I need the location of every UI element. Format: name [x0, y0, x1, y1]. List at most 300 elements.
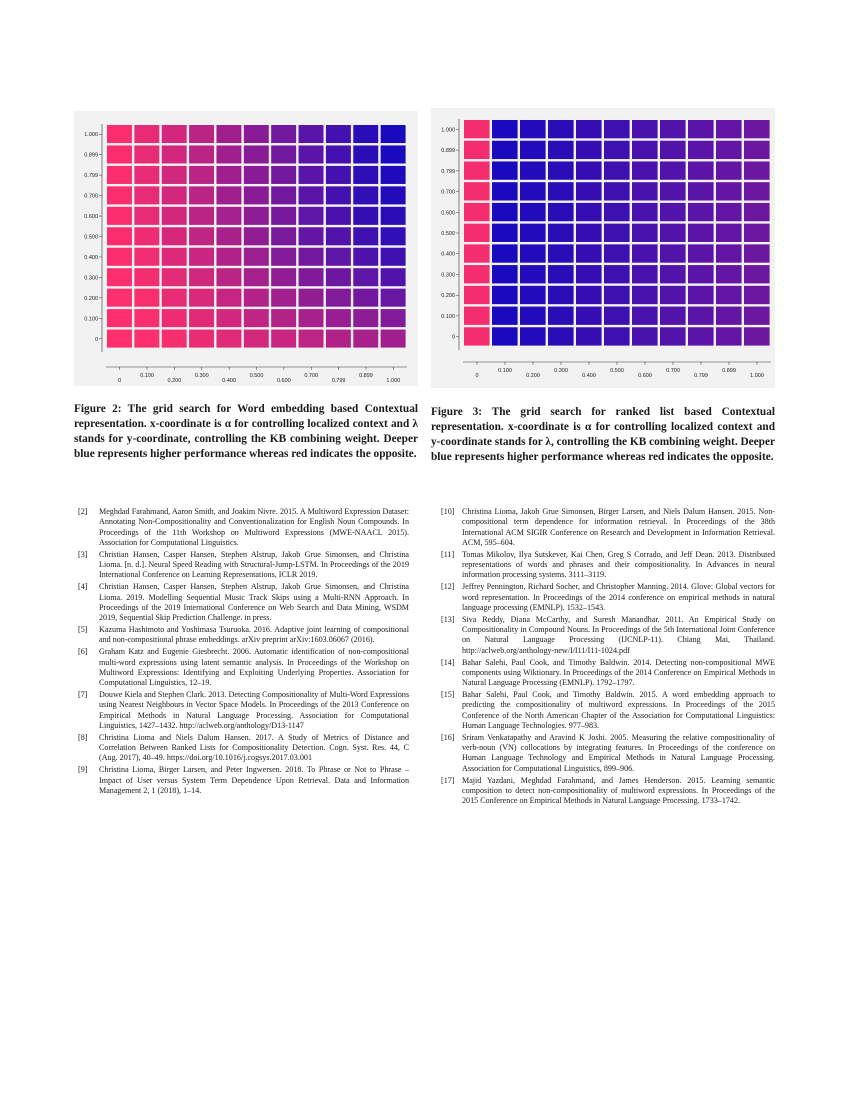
fig2-cell — [107, 289, 132, 307]
fig2-x-tick-label: 0.400 — [222, 378, 237, 384]
fig3-cell — [688, 120, 714, 138]
reference-text: Christina Lioma, Birger Larsen, and Peter Ingwersen. 2018. To Phrase or Not to Phrase – Impact of User versus System Term Dependence Upon Retrieval. Data and Information Management 2, 1 (2018), 1–14. — [99, 765, 409, 795]
fig3-cell — [716, 244, 742, 262]
fig2-cell — [353, 309, 378, 327]
fig3-cell — [744, 203, 770, 221]
fig3-cell — [520, 120, 546, 138]
fig2-cell — [353, 166, 378, 184]
fig2-y-tick-label: 0.100 — [84, 316, 98, 323]
reference-text: Kazuma Hashimoto and Yoshimasa Tsuruoka. 2016. Adaptive joint learning of compositional and non-compositional phrase embeddings. arXiv preprint arXiv:1603.06067 (2016). — [99, 625, 409, 645]
fig3-y-tick-label: 0.400 — [441, 251, 455, 258]
fig3-cell — [716, 141, 742, 159]
reference-text: Siva Reddy, Diana McCarthy, and Suresh Manandhar. 2011. An Empirical Study on Compositionality in Compound Nouns. In Proceedings of the 5th International Joint Conference on Natural Language Processing (IJCNLP-11). Chiang Mai, Thailand. http://aclweb.org/anthology-new/I/I11/I11-1024.pdf — [462, 614, 775, 655]
fig3-cell — [520, 203, 546, 221]
fig2-cell — [271, 309, 296, 327]
fig3-cell — [688, 224, 714, 242]
reference-number: [12] — [441, 582, 455, 592]
fig3-cell — [464, 286, 490, 304]
reference-number: [8] — [78, 732, 88, 742]
fig2-cell — [162, 125, 187, 143]
fig3-cell — [604, 203, 630, 221]
fig3-cell — [464, 224, 490, 242]
fig2-x-tick-label: 0.600 — [276, 378, 291, 384]
fig3-cell — [688, 265, 714, 283]
fig3-cell — [576, 161, 602, 179]
reference-number: [17] — [441, 775, 455, 785]
fig2-cell — [162, 330, 187, 348]
fig2-cell — [326, 289, 351, 307]
fig2-cell — [162, 289, 187, 307]
fig3-cell — [464, 307, 490, 325]
fig2-cell — [244, 248, 269, 266]
fig3-cell — [520, 161, 546, 179]
fig2-cell — [189, 309, 214, 327]
fig3-cell — [604, 307, 630, 325]
fig3-x-tick-label: 0.600 — [638, 373, 652, 379]
fig3-cell — [492, 265, 518, 283]
fig3-x-tick-label: 1.000 — [750, 373, 764, 379]
fig2-cell — [107, 207, 132, 225]
fig3-cell — [548, 120, 574, 138]
fig2-cell — [134, 227, 159, 245]
reference-text: Jeffrey Pennington, Richard Socher, and Christopher Manning. 2014. Glove: Global vectors for word representation. In Proceedings of the 2014 conference on empirical methods in natural language processing (EMNLP). 1532–1543. — [462, 582, 775, 612]
reference-item — [78, 507, 409, 548]
fig3-cell — [548, 161, 574, 179]
fig3-cell — [744, 120, 770, 138]
fig2-cell — [162, 145, 187, 163]
fig3-cell — [464, 327, 490, 345]
fig2-cell — [353, 289, 378, 307]
fig3-cell — [548, 327, 574, 345]
reference-item — [441, 776, 775, 807]
fig3-cell — [576, 265, 602, 283]
fig2-cell — [107, 166, 132, 184]
fig2-y-tick-label: 0.400 — [84, 254, 98, 261]
fig3-cell — [660, 120, 686, 138]
fig2-cell — [134, 125, 159, 143]
reference-text: Christian Hansen, Casper Hansen, Stephen Alstrup, Jakob Grue Simonsen, and Christina Lioma. 2019. Modelling Sequential Music Track Skips using a Multi-RNN Approach. In Proceedings of the 2019 International Conference on Web Search and Data Mining, WSDM 2019, Sequential Skip Prediction Challenge. in press. — [99, 582, 409, 623]
fig3-cell — [492, 120, 518, 138]
reference-number: [3] — [78, 549, 88, 559]
fig3-cell — [744, 182, 770, 200]
fig2-cell — [189, 145, 214, 163]
fig3-x-tick-label: 0.700 — [666, 368, 680, 374]
fig2-cell — [162, 227, 187, 245]
reference-item — [78, 647, 409, 688]
fig3-cell — [716, 307, 742, 325]
reference-item — [441, 550, 775, 581]
fig3-cell — [632, 120, 658, 138]
fig3-x-tick-label: 0.799 — [694, 373, 708, 379]
fig3-cell — [604, 286, 630, 304]
reference-item — [78, 550, 409, 581]
fig2-cell — [353, 330, 378, 348]
fig2-cell — [299, 145, 324, 163]
fig3-cell — [604, 120, 630, 138]
fig3-cell — [604, 182, 630, 200]
fig3-cell — [716, 224, 742, 242]
fig3-cell — [548, 203, 574, 221]
fig2-cell — [271, 227, 296, 245]
fig3-cell — [604, 224, 630, 242]
fig3-cell — [632, 224, 658, 242]
fig3-cell — [744, 307, 770, 325]
fig2-cell — [244, 227, 269, 245]
reference-item — [441, 615, 775, 656]
fig3-x-tick-label: 0.100 — [498, 368, 512, 374]
fig3-cell — [660, 265, 686, 283]
fig3-cell — [464, 244, 490, 262]
fig2-cell — [271, 207, 296, 225]
fig2-cell — [244, 207, 269, 225]
fig2-cell — [244, 145, 269, 163]
fig2-cell — [326, 207, 351, 225]
fig3-cell — [688, 161, 714, 179]
fig2-cell — [134, 166, 159, 184]
fig3-cell — [716, 286, 742, 304]
fig3-cell — [660, 327, 686, 345]
fig2-cell — [107, 268, 132, 286]
fig3-cell — [716, 182, 742, 200]
references-right-column — [441, 507, 775, 808]
fig3-cell — [716, 120, 742, 138]
fig3-cell — [688, 327, 714, 345]
reference-number: [5] — [78, 625, 88, 635]
reference-item — [78, 733, 409, 764]
fig3-cell — [576, 203, 602, 221]
fig3-y-tick-label: 0.600 — [441, 210, 455, 217]
fig3-x-tick-label: 0.300 — [554, 368, 568, 374]
fig2-cell — [244, 268, 269, 286]
fig2-cell — [244, 186, 269, 204]
fig3-cell — [660, 161, 686, 179]
fig3-cell — [660, 141, 686, 159]
fig2-cell — [216, 268, 241, 286]
fig3-cell — [576, 182, 602, 200]
fig2-x-tick-label: 0.200 — [167, 378, 182, 384]
fig3-y-tick-label: 0.899 — [441, 148, 455, 155]
fig2-cell — [244, 330, 269, 348]
fig2-cell — [134, 186, 159, 204]
fig2-cell — [189, 125, 214, 143]
fig3-cell — [660, 182, 686, 200]
fig2-cell — [189, 289, 214, 307]
reference-text: Christina Lioma, Jakob Grue Simonsen, Birger Larsen, and Niels Dalum Hansen. 2015. Non-compositional term dependence for information retrieval. In Proceedings of the 38th International ACM SIGIR Conference on Research and Development in Information Retrieval. ACM, 595–604. — [462, 507, 775, 547]
fig2-cell — [326, 309, 351, 327]
fig2-cell — [353, 186, 378, 204]
fig3-cell — [520, 244, 546, 262]
fig2-x-tick-label: 0 — [118, 378, 122, 384]
reference-text: Christian Hansen, Casper Hansen, Stephen Alstrup, Jakob Grue Simonsen, and Christina Lioma. [n. d.]. Neural Speed Reading with Structural-Jump-LSTM. In Proceedings of the 2019 International Conference on Learning Representations, ICLR 2019. — [99, 549, 409, 580]
fig2-cell — [107, 309, 132, 327]
fig2-cell — [381, 289, 406, 307]
fig2-cell — [326, 125, 351, 143]
fig3-cell — [548, 224, 574, 242]
fig3-cell — [520, 141, 546, 159]
fig3-cell — [576, 327, 602, 345]
fig3-cell — [492, 286, 518, 304]
reference-text: Majid Yazdani, Meghdad Farahmand, and James Henderson. 2015. Learning semantic composition to detect non-compositionality of multiword expressions. In Proceedings of the 2015 Conference on Empirical Methods in Natural Language Processing. 1733–1742. — [462, 775, 775, 806]
fig2-cell — [353, 268, 378, 286]
fig2-cell — [134, 289, 159, 307]
fig3-cell — [520, 265, 546, 283]
fig3-x-tick-label: 0.400 — [582, 373, 596, 379]
reference-text: Bahar Salehi, Paul Cook, and Timothy Baldwin. 2015. A word embedding approach to predicting the compositionality of multiword expressions. In Proceedings of the 2015 Conference of the North American Chapter of the Association for Computational Linguistics: Human Language Technologies. 977–983. — [462, 690, 775, 730]
fig2-cell — [326, 268, 351, 286]
reference-item — [78, 625, 409, 646]
figure-3-chart — [431, 108, 775, 388]
fig2-cell — [271, 186, 296, 204]
fig2-cell — [271, 125, 296, 143]
reference-item — [78, 582, 409, 623]
fig3-y-tick-label: 1.000 — [441, 127, 455, 134]
fig2-cell — [271, 330, 296, 348]
fig2-cell — [189, 186, 214, 204]
fig3-cell — [548, 141, 574, 159]
fig2-x-tick-label: 0.300 — [194, 373, 209, 379]
fig3-cell — [604, 161, 630, 179]
fig2-cell — [326, 330, 351, 348]
fig3-cell — [464, 161, 490, 179]
fig2-cell — [299, 186, 324, 204]
fig2-cell — [216, 166, 241, 184]
fig2-cell — [134, 330, 159, 348]
reference-item — [441, 582, 775, 613]
figure-2-chart — [74, 111, 418, 386]
fig2-cell — [134, 268, 159, 286]
reference-text: Bahar Salehi, Paul Cook, and Timothy Baldwin. 2014. Detecting non-compositional MWE components using Wiktionary. In Proceedings of the 2014 Conference on Empirical Methods in Natural Language Processing (EMNLP). 1792–1797. — [462, 657, 775, 688]
fig2-cell — [299, 289, 324, 307]
fig2-cell — [353, 227, 378, 245]
fig3-cell — [576, 120, 602, 138]
fig2-cell — [299, 166, 324, 184]
fig3-cell — [464, 265, 490, 283]
fig2-cell — [244, 166, 269, 184]
fig2-cell — [326, 227, 351, 245]
fig2-cell — [107, 125, 132, 143]
fig2-cell — [271, 145, 296, 163]
fig3-cell — [632, 327, 658, 345]
fig2-cell — [216, 330, 241, 348]
fig3-cell — [604, 265, 630, 283]
fig3-cell — [520, 286, 546, 304]
fig3-cell — [744, 265, 770, 283]
fig3-cell — [464, 120, 490, 138]
reference-text: Tomas Mikolov, Ilya Sutskever, Kai Chen, Greg S Corrado, and Jeff Dean. 2013. Distributed representations of words and phrases and their compositionality. In Advances in neural information processing systems. 3111–3119. — [462, 549, 775, 580]
fig3-cell — [520, 307, 546, 325]
fig3-cell — [492, 161, 518, 179]
fig3-cell — [688, 244, 714, 262]
fig3-cell — [576, 224, 602, 242]
fig2-cell — [299, 309, 324, 327]
reference-text: Christina Lioma and Niels Dalum Hansen. 2017. A Study of Metrics of Distance and Correlation Between Ranked Lists for Compositionality Detection. Cogn. Syst. Res. 44, C (Aug. 2017), 40–49. https://doi.org/10.1016/j.cogsys.2017.03.001 — [99, 732, 409, 763]
fig3-cell — [688, 203, 714, 221]
fig2-cell — [353, 207, 378, 225]
reference-number: [10] — [441, 507, 455, 516]
fig3-cell — [688, 182, 714, 200]
fig3-cell — [548, 182, 574, 200]
fig3-cell — [688, 307, 714, 325]
fig3-cell — [632, 161, 658, 179]
fig2-cell — [353, 248, 378, 266]
fig3-cell — [716, 327, 742, 345]
fig2-x-tick-label: 0.799 — [331, 378, 346, 384]
reference-item — [441, 690, 775, 731]
references-left-column — [78, 507, 409, 798]
fig2-cell — [189, 330, 214, 348]
reference-number: [7] — [78, 690, 88, 700]
fig2-cell — [299, 125, 324, 143]
reference-item — [441, 507, 775, 548]
fig3-cell — [576, 286, 602, 304]
reference-number: [13] — [441, 614, 455, 624]
fig2-cell — [244, 309, 269, 327]
fig2-cell — [107, 330, 132, 348]
fig3-cell — [464, 141, 490, 159]
fig2-cell — [216, 227, 241, 245]
fig2-cell — [107, 227, 132, 245]
fig3-cell — [492, 327, 518, 345]
reference-item — [441, 658, 775, 689]
fig2-cell — [381, 330, 406, 348]
fig2-y-tick-label: 0.200 — [84, 295, 98, 302]
fig2-cell — [189, 166, 214, 184]
reference-number: [2] — [78, 507, 88, 516]
reference-text: Sriram Venkatapathy and Aravind K Joshi. 2005. Measuring the relative compositionality of verb-noun (VN) collocations by integrating features. In Proceedings of the conference on Human Language Technology and Empirical Methods in Natural Language Processing. Association for Computational Linguistics, 899–906. — [462, 732, 775, 773]
fig2-cell — [326, 145, 351, 163]
figure-2-caption: Figure 2: The grid search for Word embedding based Contextual representation. x-coordinate is α for controlling localized context and λ stands for y-coordinate, controlling the KB combining weight. Deeper blue represents higher performance whereas red indicates the opposite. — [74, 403, 418, 460]
fig2-cell — [381, 309, 406, 327]
fig2-cell — [381, 125, 406, 143]
fig2-cell — [216, 248, 241, 266]
fig2-cell — [134, 309, 159, 327]
fig3-cell — [660, 244, 686, 262]
fig2-y-tick-label: 0 — [94, 336, 98, 343]
reference-number: [4] — [78, 582, 88, 592]
fig3-cell — [744, 141, 770, 159]
fig3-cell — [688, 141, 714, 159]
fig3-x-tick-label: 0.500 — [610, 368, 624, 374]
fig3-y-tick-label: 0.700 — [441, 189, 455, 196]
fig2-cell — [299, 268, 324, 286]
fig3-cell — [632, 203, 658, 221]
fig3-cell — [548, 265, 574, 283]
fig2-cell — [107, 145, 132, 163]
fig2-cell — [189, 248, 214, 266]
fig2-cell — [381, 248, 406, 266]
reference-number: [11] — [441, 549, 455, 559]
fig3-cell — [744, 224, 770, 242]
reference-number: [6] — [78, 647, 88, 657]
fig3-cell — [548, 286, 574, 304]
fig2-y-tick-label: 0.300 — [84, 275, 98, 282]
fig2-x-tick-label: 0.100 — [140, 373, 154, 379]
fig3-cell — [632, 141, 658, 159]
fig2-cell — [381, 268, 406, 286]
fig2-cell — [216, 289, 241, 307]
reference-number: [15] — [441, 690, 455, 700]
fig2-cell — [162, 186, 187, 204]
fig3-cell — [744, 161, 770, 179]
fig2-cell — [381, 207, 406, 225]
fig3-cell — [576, 307, 602, 325]
fig2-cell — [162, 166, 187, 184]
fig2-cell — [134, 145, 159, 163]
fig3-x-tick-label: 0.200 — [526, 373, 540, 379]
fig3-cell — [576, 244, 602, 262]
fig3-cell — [492, 307, 518, 325]
fig2-cell — [271, 268, 296, 286]
fig2-cell — [381, 227, 406, 245]
reference-number: [9] — [78, 765, 88, 775]
fig2-cell — [299, 207, 324, 225]
fig2-x-tick-label: 0.700 — [304, 373, 319, 379]
figure-2-svg — [74, 111, 418, 386]
fig3-y-tick-label: 0.500 — [441, 231, 455, 237]
fig3-cell — [632, 265, 658, 283]
fig3-cell — [464, 203, 490, 221]
fig3-cell — [604, 327, 630, 345]
fig3-cell — [660, 286, 686, 304]
fig2-y-tick-label: 0.899 — [84, 152, 98, 159]
fig2-cell — [216, 125, 241, 143]
fig2-cell — [299, 330, 324, 348]
fig2-cell — [271, 248, 296, 266]
fig2-cell — [326, 248, 351, 266]
fig2-cell — [326, 166, 351, 184]
fig2-cell — [216, 309, 241, 327]
fig2-cell — [381, 145, 406, 163]
fig2-cell — [326, 186, 351, 204]
fig3-y-tick-label: 0 — [451, 334, 455, 341]
fig2-cell — [162, 309, 187, 327]
fig2-cell — [107, 248, 132, 266]
fig2-cell — [244, 289, 269, 307]
fig3-cell — [660, 224, 686, 242]
fig3-cell — [492, 244, 518, 262]
reference-item — [78, 765, 409, 796]
fig3-cell — [492, 141, 518, 159]
fig3-y-tick-label: 0.200 — [441, 293, 455, 300]
fig2-cell — [216, 186, 241, 204]
figure-3-svg — [431, 108, 775, 388]
fig2-x-tick-label: 1.000 — [386, 378, 401, 384]
fig3-cell — [520, 224, 546, 242]
fig2-cell — [353, 125, 378, 143]
fig3-cell — [688, 286, 714, 304]
fig2-cell — [271, 289, 296, 307]
fig3-cell — [716, 265, 742, 283]
fig2-cell — [162, 248, 187, 266]
fig2-cell — [189, 268, 214, 286]
fig3-cell — [604, 244, 630, 262]
fig2-cell — [134, 207, 159, 225]
fig3-y-tick-label: 0.100 — [441, 313, 455, 320]
fig2-cell — [381, 166, 406, 184]
fig3-cell — [660, 203, 686, 221]
reference-text: Graham Katz and Eugenie Giesbrecht. 2006. Automatic identification of non-compositional multi-word expressions using latent semantic analysis. In Proceedings of the Workshop on Multiword Expressions: Identifying and Exploiting Underlying Properties. Association for Computational Linguistics, 12–19. — [99, 647, 409, 688]
fig3-y-tick-label: 0.300 — [441, 272, 455, 279]
reference-text: Meghdad Farahmand, Aaron Smith, and Joakim Nivre. 2015. A Multiword Expression Dataset: Annotating Non-Compositionality and Conventionalization for English Noun Compounds. In Proceedings of the 11th Workshop on Multiword Expressions (MWE-NAACL 2015). Association for Computational Linguistics. — [99, 507, 409, 547]
fig2-cell — [216, 145, 241, 163]
reference-number: [14] — [441, 657, 455, 667]
fig3-cell — [548, 307, 574, 325]
fig3-cell — [520, 182, 546, 200]
fig2-x-tick-label: 0.500 — [249, 373, 264, 379]
fig3-x-tick-label: 0 — [475, 373, 479, 379]
fig3-cell — [604, 141, 630, 159]
fig2-cell — [271, 166, 296, 184]
